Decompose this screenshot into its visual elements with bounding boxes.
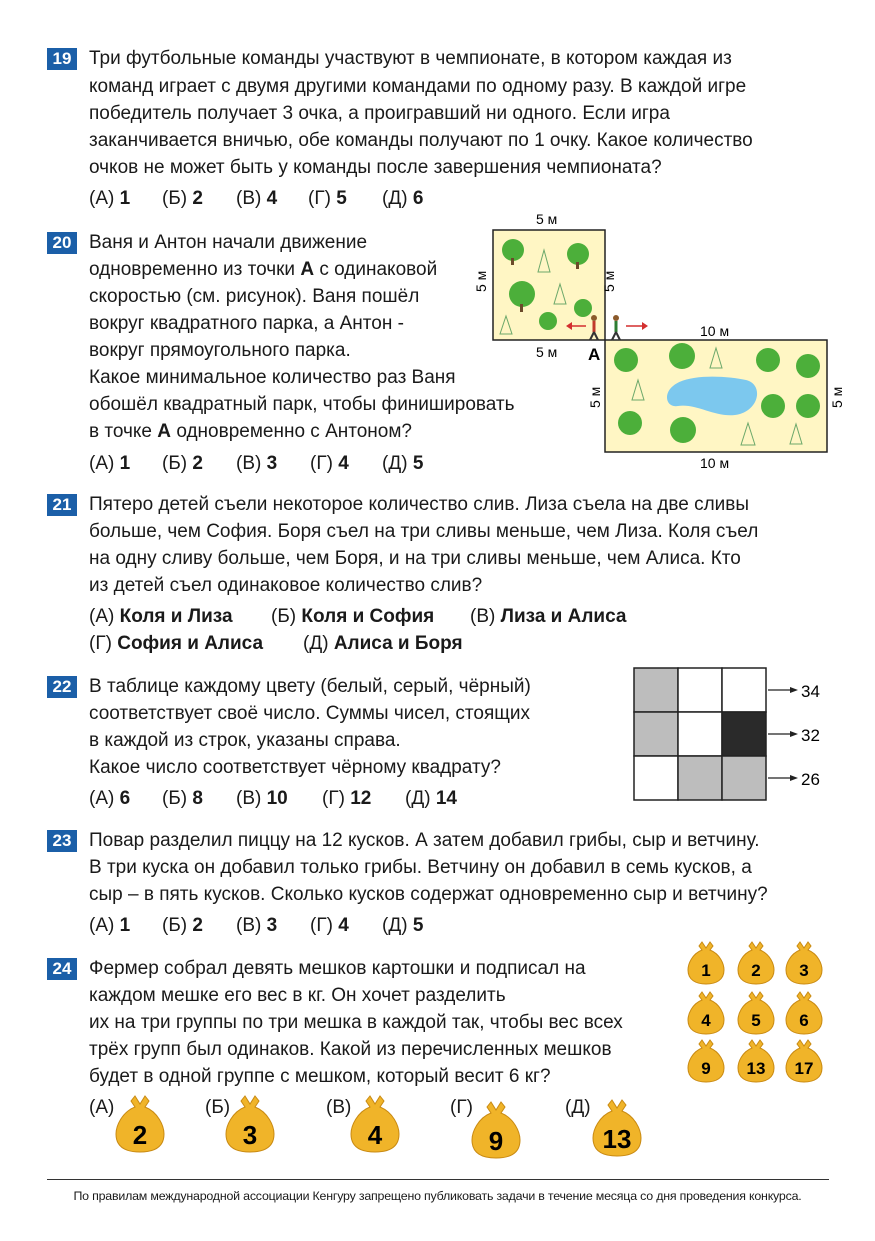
problem-text: очков не может быть у команды после завершения чемпионата?: [89, 157, 662, 178]
bag-label: 4: [701, 1011, 711, 1030]
bag-label: 6: [799, 1011, 809, 1030]
grid-cell: [678, 668, 722, 712]
bag-label: 9: [488, 1126, 504, 1156]
problem-text: заканчивается вничью, обе команды получают по 1 очку. Какое количество: [89, 130, 753, 151]
bag-icon[interactable]: [593, 1100, 641, 1156]
problem-text: их на три группы по три мешка в каждой так, чтобы вес всех: [89, 1012, 623, 1033]
bag-icon[interactable]: [116, 1096, 164, 1152]
answer-option[interactable]: (Б) 2: [162, 453, 203, 474]
row-sum: 32: [801, 726, 820, 745]
problem-text: трёх групп был одинаков. Какой из перечисленных мешков: [89, 1039, 612, 1060]
answer-option[interactable]: (В) 3: [236, 453, 278, 474]
bag-icon[interactable]: [472, 1102, 520, 1158]
bag-label: 3: [799, 961, 809, 980]
parks-figure: [473, 208, 848, 473]
boy-icon: [612, 315, 620, 340]
answer-option[interactable]: (В) Лиза и Алиса: [470, 606, 627, 627]
bag-label: 13: [746, 1059, 766, 1078]
bag-label: 13: [602, 1124, 632, 1154]
tree-icon: [796, 394, 820, 418]
dimension-label: 5 м: [587, 386, 603, 408]
problem-text: команд играет с двумя другими командами по одному разу. В каждой игре: [89, 76, 747, 97]
problem-text: Какое минимальное количество раз Ваня: [89, 367, 456, 388]
bag-icon: [738, 992, 774, 1034]
problem-text: на одну сливу больше, чем Боря, и на три сливы меньше, чем Алиса. Кто: [89, 548, 741, 569]
grid-cell: [634, 668, 678, 712]
answer-letter: (В): [326, 1097, 352, 1118]
dimension-label: 5 м: [536, 211, 558, 227]
problem-text: в каждой из строк, указаны справа.: [89, 730, 401, 751]
problem-number: 23: [47, 830, 77, 852]
answer-letter: (А): [89, 1097, 115, 1118]
answer-option[interactable]: (Б) 2: [162, 915, 203, 936]
answer-option[interactable]: (Б) Коля и София: [271, 606, 435, 627]
answer-option[interactable]: (Д) 14: [405, 788, 457, 809]
arrow-icon: [768, 775, 798, 781]
answer-option[interactable]: (А) 1: [89, 188, 131, 209]
answer-bags: [100, 1088, 660, 1160]
problem-text: победитель получает 3 очка, а проигравший ни одного. Если игра: [89, 103, 670, 124]
bag-icon: [786, 942, 822, 984]
problem-text: В три куска он добавил только грибы. Ветчину он добавил в семь кусков, а: [89, 857, 752, 878]
problem-text: из детей съел одинаковое количество слив?: [89, 575, 483, 596]
answer-option[interactable]: (А) Коля и Лиза: [89, 606, 233, 627]
problem-text: Пятеро детей съели некоторое количество слив. Лиза съела на две сливы: [89, 494, 750, 515]
bag-label: 2: [751, 961, 761, 980]
answer-option[interactable]: (В) 4: [236, 188, 278, 209]
answer-letter: (Б): [205, 1097, 231, 1118]
dimension-label: 5 м: [829, 386, 845, 408]
bag-icon: [738, 942, 774, 984]
tree-icon: [670, 417, 696, 443]
problem-text: соответствует своё число. Суммы чисел, стоящих: [89, 703, 530, 724]
problem-text: Ваня и Антон начали движение: [89, 232, 368, 253]
dimension-label: 10 м: [700, 323, 730, 339]
dimension-label: 5 м: [601, 270, 617, 292]
tree-icon: [574, 299, 592, 317]
problem-text: Три футбольные команды участвуют в чемпионате, в котором каждая из: [89, 48, 732, 69]
bag-icon: [688, 992, 724, 1034]
footer-note: По правилам международной ассоциации Кенгуру запрещено публиковать задачи в течение месяца со дня проведения конкурса.: [73, 1189, 802, 1203]
bag-icon: [786, 992, 822, 1034]
answer-option[interactable]: (Г) 4: [310, 453, 349, 474]
answer-option[interactable]: (Б) 2: [162, 188, 203, 209]
answer-letter: (Г): [450, 1097, 473, 1118]
problem-text: Какое число соответствует чёрному квадрату?: [89, 757, 501, 778]
answer-option[interactable]: (Д) 5: [382, 915, 424, 936]
problem-number: 21: [47, 494, 77, 516]
tree-icon: [539, 312, 557, 330]
dimension-label: 5 м: [536, 344, 558, 360]
problem-text: больше, чем София. Боря съел на три сливы меньше, чем Лиза. Коля съел: [89, 521, 759, 542]
bag-icon: [688, 942, 724, 984]
answer-option[interactable]: (В) 3: [236, 915, 278, 936]
problem-text: одновременно из точки А с одинаковой: [89, 259, 438, 280]
problem-number: 22: [47, 676, 77, 698]
tree-icon: [756, 348, 780, 372]
answer-letter: (Д): [565, 1097, 591, 1118]
answer-option[interactable]: (Д) 6: [382, 188, 424, 209]
tree-icon: [761, 394, 785, 418]
arrow-icon: [768, 687, 798, 693]
bag-icon[interactable]: [226, 1096, 274, 1152]
grid-cell: [722, 668, 766, 712]
grid-cell: [678, 756, 722, 800]
tree-icon: [618, 411, 642, 435]
answer-option[interactable]: (Г) 5: [308, 188, 347, 209]
dimension-label: 10 м: [700, 455, 730, 471]
answer-option[interactable]: (Д) Алиса и Боря: [303, 633, 463, 654]
answer-option[interactable]: (Б) 8: [162, 788, 203, 809]
arrow-icon: [768, 731, 798, 737]
tree-icon: [669, 343, 695, 369]
bags-figure: [682, 938, 832, 1086]
problem-text: вокруг прямоугольного парка.: [89, 340, 351, 361]
grid-cell: [634, 712, 678, 756]
problem-text: будет в одной группе с мешком, который весит 6 кг?: [89, 1066, 551, 1087]
answer-option[interactable]: (Г) 4: [310, 915, 349, 936]
bag-label: 9: [701, 1059, 711, 1078]
problem-text: обошёл квадратный парк, чтобы финишировать: [89, 394, 515, 415]
footer-divider: [47, 1179, 829, 1180]
answer-option[interactable]: (А) 1: [89, 453, 131, 474]
problem-text: каждом мешке его вес в кг. Он хочет разделить: [89, 985, 506, 1006]
answer-option[interactable]: (Г) 12: [322, 788, 372, 809]
problem-number: 20: [47, 232, 77, 254]
right-arrow-icon: [626, 322, 648, 330]
answer-option[interactable]: (А) 1: [89, 915, 131, 936]
bag-label: 5: [751, 1011, 761, 1030]
bag-icon: [786, 1040, 822, 1082]
problem-text: Повар разделил пиццу на 12 кусков. А затем добавил грибы, сыр и ветчину.: [89, 830, 760, 851]
bag-label: 2: [132, 1120, 148, 1150]
bag-label: 3: [242, 1120, 258, 1150]
answer-option[interactable]: (В) 10: [236, 788, 288, 809]
grid-cell: [722, 712, 766, 756]
row-sum: 34: [801, 682, 820, 701]
problem-number: 24: [47, 958, 77, 980]
problem-text: В таблице каждому цвету (белый, серый, чёрный): [89, 676, 531, 697]
tree-icon: [614, 348, 638, 372]
bag-label: 1: [701, 961, 711, 980]
answer-option[interactable]: (Д) 5: [382, 453, 424, 474]
grid-cell: [722, 756, 766, 800]
bag-icon: [688, 1040, 724, 1082]
bag-icon[interactable]: [351, 1096, 399, 1152]
row-sum: 26: [801, 770, 820, 789]
problem-text: в точке А одновременно с Антоном?: [89, 421, 412, 442]
point-label: А: [588, 345, 601, 364]
problem-text: сыр – в пять кусков. Сколько кусков содержат одновременно сыр и ветчину?: [89, 884, 768, 905]
problem-text: скоростью (см. рисунок). Ваня пошёл: [89, 286, 420, 307]
bag-icon: [738, 1040, 774, 1082]
answer-option[interactable]: (А) 6: [89, 788, 131, 809]
answer-option[interactable]: (Г) София и Алиса: [89, 633, 264, 654]
problem-number: 19: [47, 48, 77, 70]
bag-label: 17: [794, 1059, 814, 1078]
problem-text: Фермер собрал девять мешков картошки и подписал на: [89, 958, 586, 979]
problem-text: вокруг квадратного парка, а Антон -: [89, 313, 404, 334]
grid-cell: [634, 756, 678, 800]
dimension-label: 5 м: [473, 270, 489, 292]
color-grid: [630, 664, 840, 806]
tree-icon: [796, 354, 820, 378]
grid-cell: [678, 712, 722, 756]
bag-label: 4: [367, 1120, 383, 1150]
